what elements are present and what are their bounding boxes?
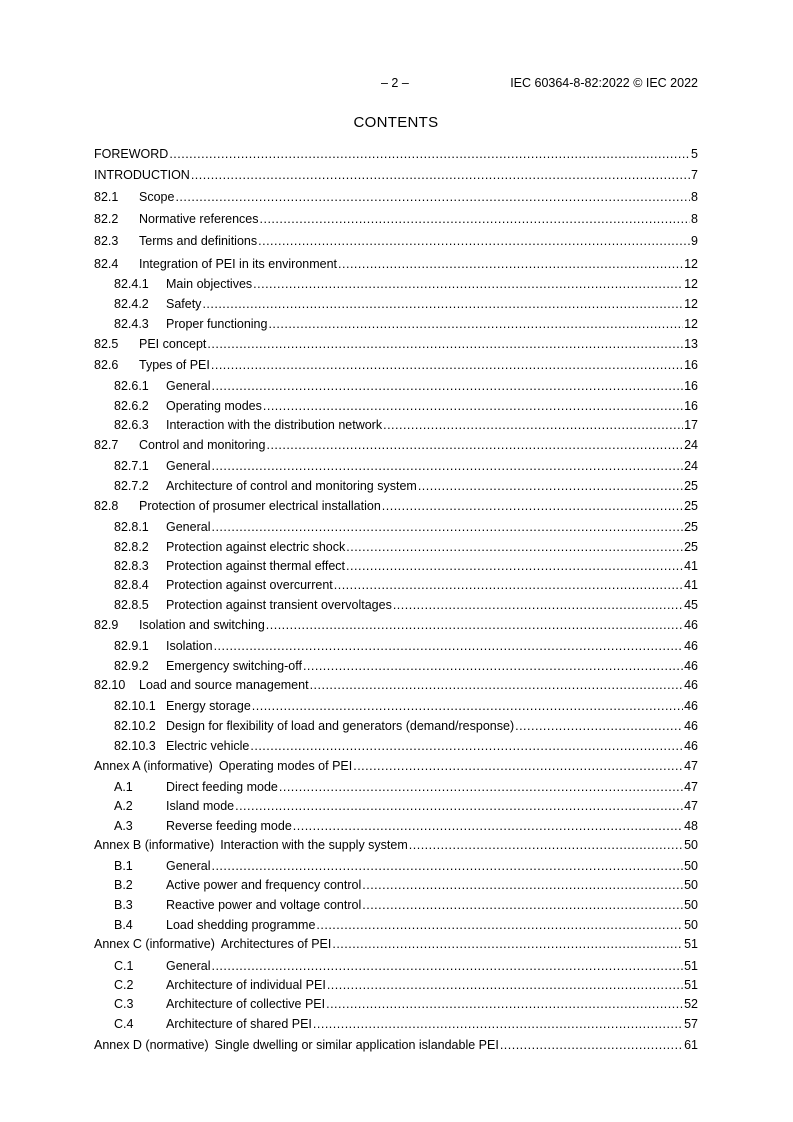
- toc-entry-number: Annex A (informative): [94, 759, 213, 773]
- dot-leader: [409, 837, 683, 853]
- toc-entry-number: 82.9.1: [114, 639, 149, 653]
- toc-entry[interactable]: [114, 378, 698, 394]
- toc-entry[interactable]: [114, 316, 698, 332]
- dot-leader: [383, 417, 683, 433]
- dot-leader: [327, 977, 683, 993]
- toc-entry[interactable]: [114, 417, 698, 433]
- toc-entry-number: 82.7.2: [114, 479, 149, 493]
- dot-leader: [253, 276, 683, 292]
- dot-leader: [313, 1016, 683, 1032]
- toc-entry-number: C.2: [114, 978, 134, 992]
- toc-entry-page: 25: [684, 540, 698, 554]
- dot-leader: [310, 677, 684, 693]
- toc-entry-number: 82.8.2: [114, 540, 149, 554]
- dot-leader: [211, 958, 683, 974]
- dot-leader: [211, 378, 683, 394]
- toc-entry-number: 82.6.2: [114, 399, 149, 413]
- toc-entry-page: 5: [691, 147, 698, 161]
- toc-entry-title: Active power and frequency control: [166, 878, 362, 892]
- dot-leader: [338, 256, 683, 272]
- dot-leader: [252, 698, 683, 714]
- toc-entry-number: 82.2: [94, 212, 119, 226]
- toc-entry-title: General: [166, 859, 211, 873]
- toc-entry-page: 46: [684, 739, 698, 753]
- dot-leader: [346, 539, 683, 555]
- page-header: [94, 76, 698, 92]
- toc-entry-title: Isolation and switching: [139, 618, 265, 632]
- dot-leader: [293, 818, 683, 834]
- toc-entry-page: 13: [684, 337, 698, 351]
- dot-leader: [207, 336, 683, 352]
- toc-entry-number: 82.4.3: [114, 317, 149, 331]
- toc-entry-title: Integration of PEI in its environment: [139, 257, 338, 271]
- toc-entry[interactable]: [94, 211, 698, 227]
- toc-entry[interactable]: [94, 437, 698, 453]
- toc-entry-page: 24: [684, 438, 698, 452]
- toc-entry-number: 82.6.1: [114, 379, 149, 393]
- toc-entry-number: 82.5: [94, 337, 119, 351]
- toc-entry-title: Load and source management: [139, 678, 309, 692]
- dot-leader: [332, 936, 683, 952]
- toc-entry-page: 51: [684, 978, 698, 992]
- toc-entry-number: C.1: [114, 959, 134, 973]
- toc-entry-title: Normative references: [139, 212, 259, 226]
- toc-entry[interactable]: [114, 597, 698, 613]
- toc-entry-page: 46: [684, 678, 698, 692]
- toc-entry-number: C.3: [114, 997, 134, 1011]
- toc-entry-page: 17: [684, 418, 698, 432]
- toc-entry-number: Annex D (normative): [94, 1038, 209, 1052]
- dot-leader: [334, 577, 683, 593]
- toc-entry-title: General: [166, 459, 211, 473]
- toc-entry-number: B.2: [114, 878, 133, 892]
- toc-entry-title: Energy storage: [166, 699, 251, 713]
- toc-entry-title: Direct feeding mode: [166, 780, 278, 794]
- dot-leader: [279, 779, 683, 795]
- contents-heading: CONTENTS: [353, 114, 439, 131]
- dot-leader: [191, 167, 690, 183]
- toc-entry-number: 82.8.5: [114, 598, 149, 612]
- toc-entry-page: 46: [684, 639, 698, 653]
- toc-entry-title: Interaction with the supply system: [220, 838, 408, 852]
- document-identifier: IEC 60364-8-82:2022 © IEC 2022: [510, 76, 698, 90]
- toc-entry-title: INTRODUCTION: [94, 168, 190, 182]
- toc-entry-number: 82.10.3: [114, 739, 156, 753]
- dot-leader: [211, 357, 683, 373]
- dot-leader: [353, 758, 683, 774]
- toc-entry-number: 82.1: [94, 190, 119, 204]
- toc-entry-page: 47: [684, 780, 698, 794]
- toc-entry-title: Emergency switching-off: [166, 659, 302, 673]
- toc-entry-number: 82.10.2: [114, 719, 156, 733]
- toc-entry-title: Protection against transient overvoltages: [166, 598, 392, 612]
- toc-entry[interactable]: [114, 1016, 698, 1032]
- toc-entry-page: 47: [684, 759, 698, 773]
- toc-entry[interactable]: [114, 638, 698, 654]
- toc-entry-number: 82.6.3: [114, 418, 149, 432]
- toc-entry-title: Scope: [139, 190, 175, 204]
- toc-entry-number: B.1: [114, 859, 133, 873]
- dot-leader: [235, 798, 683, 814]
- dot-leader: [266, 437, 683, 453]
- toc-entry[interactable]: [94, 336, 698, 352]
- toc-entry-page: 25: [684, 479, 698, 493]
- toc-entry-title: PEI concept: [139, 337, 207, 351]
- toc-entry[interactable]: [114, 718, 698, 734]
- toc-entry-title: Protection against thermal effect: [166, 559, 346, 573]
- toc-entry-page: 50: [684, 859, 698, 873]
- toc-entry-number: C.4: [114, 1017, 134, 1031]
- toc-entry-title: Control and monitoring: [139, 438, 266, 452]
- dot-leader: [418, 478, 683, 494]
- dot-leader: [214, 638, 684, 654]
- dot-leader: [260, 211, 691, 227]
- dot-leader: [500, 1037, 683, 1053]
- toc-entry-title: Protection of prosumer electrical installation: [139, 499, 381, 513]
- page-number: – 2 –: [381, 76, 409, 90]
- toc-entry-title: Architecture of collective PEI: [166, 997, 326, 1011]
- toc-entry-title: Single dwelling or similar application islandable PEI: [214, 1038, 499, 1052]
- toc-entry-page: 12: [684, 257, 698, 271]
- dot-leader: [263, 398, 683, 414]
- toc-entry-page: 25: [684, 520, 698, 534]
- toc-entry-title: General: [166, 520, 211, 534]
- toc-entry-number: 82.4.2: [114, 297, 149, 311]
- dot-leader: [393, 597, 683, 613]
- toc-entry-number: A.3: [114, 819, 133, 833]
- dot-leader: [211, 458, 683, 474]
- toc-entry-title: General: [166, 379, 211, 393]
- toc-entry-number: 82.8.1: [114, 520, 149, 534]
- toc-entry-page: 46: [684, 618, 698, 632]
- toc-entry[interactable]: [114, 958, 698, 974]
- toc-entry[interactable]: [114, 478, 698, 494]
- toc-entry-page: 47: [684, 799, 698, 813]
- toc-entry-title: Island mode: [166, 799, 235, 813]
- toc-entry[interactable]: [114, 276, 698, 292]
- dot-leader: [316, 917, 683, 933]
- toc-entry[interactable]: [114, 296, 698, 312]
- toc-entry-page: 46: [684, 719, 698, 733]
- dot-leader: [175, 189, 690, 205]
- toc-entry-page: 24: [684, 459, 698, 473]
- dot-leader: [362, 897, 683, 913]
- toc-entry[interactable]: [114, 897, 698, 913]
- toc-entry[interactable]: [94, 167, 698, 183]
- dot-leader: [266, 617, 683, 633]
- toc-entry[interactable]: [94, 1037, 698, 1053]
- toc-entry-page: 50: [684, 878, 698, 892]
- toc-entry-title: Interaction with the distribution network: [166, 418, 383, 432]
- toc-entry-number: 82.7: [94, 438, 119, 452]
- toc-entry-number: Annex B (informative): [94, 838, 215, 852]
- toc-entry[interactable]: [114, 658, 698, 674]
- toc-entry[interactable]: [114, 917, 698, 933]
- toc-entry-title: Safety: [166, 297, 202, 311]
- toc-entry-page: 61: [684, 1038, 698, 1052]
- toc-entry-title: Operating modes: [166, 399, 262, 413]
- toc-entry-number: 82.6: [94, 358, 119, 372]
- toc-entry[interactable]: [114, 877, 698, 893]
- toc-entry-page: 7: [691, 168, 698, 182]
- toc-entry-page: 50: [684, 918, 698, 932]
- toc-entry[interactable]: [114, 858, 698, 874]
- toc-entry-number: 82.8.3: [114, 559, 149, 573]
- toc-entry-title: Architectures of PEI: [220, 937, 332, 951]
- toc-entry[interactable]: [114, 698, 698, 714]
- toc-entry-page: 57: [684, 1017, 698, 1031]
- toc-entry-page: 12: [684, 317, 698, 331]
- toc-entry-page: 50: [684, 898, 698, 912]
- toc-entry-number: Annex C (informative): [94, 937, 215, 951]
- toc-entry-number: 82.8: [94, 499, 119, 513]
- toc-entry-number: 82.8.4: [114, 578, 149, 592]
- toc-entry[interactable]: [114, 398, 698, 414]
- toc-entry-title: Reactive power and voltage control: [166, 898, 362, 912]
- toc-entry-number: 82.4: [94, 257, 119, 271]
- toc-entry-page: 46: [684, 659, 698, 673]
- toc-entry[interactable]: [94, 677, 698, 693]
- toc-entry-number: A.2: [114, 799, 133, 813]
- toc-entry-page: 51: [684, 959, 698, 973]
- toc-entry[interactable]: [114, 798, 698, 814]
- toc-entry-title: Electric vehicle: [166, 739, 250, 753]
- dot-leader: [211, 519, 683, 535]
- toc-entry-title: Architecture of shared PEI: [166, 1017, 312, 1031]
- toc-entry-page: 16: [684, 379, 698, 393]
- dot-leader: [258, 233, 690, 249]
- dot-leader: [250, 738, 683, 754]
- toc-entry-page: 16: [684, 358, 698, 372]
- dot-leader: [268, 316, 683, 332]
- dot-leader: [515, 718, 683, 734]
- toc-entry-title: Protection against electric shock: [166, 540, 346, 554]
- dot-leader: [362, 877, 683, 893]
- toc-entry[interactable]: [94, 498, 698, 514]
- toc-entry[interactable]: [114, 577, 698, 593]
- dot-leader: [382, 498, 683, 514]
- toc-entry-title: Protection against overcurrent: [166, 578, 333, 592]
- toc-entry-page: 12: [684, 297, 698, 311]
- toc-entry-page: 45: [684, 598, 698, 612]
- toc-entry-number: 82.3: [94, 234, 119, 248]
- toc-entry[interactable]: [94, 758, 698, 774]
- toc-entry[interactable]: [94, 936, 698, 952]
- toc-entry-number: A.1: [114, 780, 133, 794]
- dot-leader: [211, 858, 683, 874]
- dot-leader: [326, 996, 683, 1012]
- toc-entry-page: 12: [684, 277, 698, 291]
- toc-entry[interactable]: [94, 189, 698, 205]
- toc-entry-number: 82.7.1: [114, 459, 149, 473]
- toc-entry[interactable]: [114, 996, 698, 1012]
- toc-entry[interactable]: [114, 818, 698, 834]
- dot-leader: [169, 146, 690, 162]
- toc-entry-page: 25: [684, 499, 698, 513]
- toc-entry[interactable]: [94, 146, 698, 162]
- toc-entry[interactable]: [114, 779, 698, 795]
- toc-entry-title: General: [166, 959, 211, 973]
- dot-leader: [346, 558, 683, 574]
- toc-entry[interactable]: [114, 458, 698, 474]
- toc-entry[interactable]: [94, 617, 698, 633]
- toc-entry[interactable]: [94, 357, 698, 373]
- toc-entry-page: 50: [684, 838, 698, 852]
- toc-entry-number: 82.4.1: [114, 277, 149, 291]
- toc-entry-page: 48: [684, 819, 698, 833]
- toc-entry-title: FOREWORD: [94, 147, 169, 161]
- toc-entry-title: Design for flexibility of load and generators (demand/response): [166, 719, 515, 733]
- toc-entry-page: 41: [684, 559, 698, 573]
- toc-entry-page: 8: [691, 212, 698, 226]
- toc-entry-title: Architecture of individual PEI: [166, 978, 326, 992]
- toc-entry-page: 51: [684, 937, 698, 951]
- toc-entry-page: 8: [691, 190, 698, 204]
- toc-entry-title: Terms and definitions: [139, 234, 258, 248]
- toc-entry[interactable]: [114, 558, 698, 574]
- toc-entry-title: Proper functioning: [166, 317, 268, 331]
- toc-entry-title: Reverse feeding mode: [166, 819, 292, 833]
- toc-entry-page: 9: [691, 234, 698, 248]
- toc-entry[interactable]: [94, 233, 698, 249]
- toc-entry-page: 46: [684, 699, 698, 713]
- dot-leader: [202, 296, 683, 312]
- toc-entry-number: 82.9.2: [114, 659, 149, 673]
- toc-entry-title: Types of PEI: [139, 358, 210, 372]
- dot-leader: [303, 658, 683, 674]
- toc-entry-number: 82.10.1: [114, 699, 156, 713]
- toc-entry-number: B.4: [114, 918, 133, 932]
- toc-entry[interactable]: [114, 539, 698, 555]
- toc-entry[interactable]: [114, 519, 698, 535]
- toc-entry-title: Load shedding programme: [166, 918, 316, 932]
- toc-entry-page: 41: [684, 578, 698, 592]
- toc-entry-title: Operating modes of PEI: [218, 759, 353, 773]
- toc-entry-number: 82.10: [94, 678, 126, 692]
- toc-entry[interactable]: [114, 977, 698, 993]
- toc-entry-page: 16: [684, 399, 698, 413]
- toc-entry-page: 52: [684, 997, 698, 1011]
- toc-entry-title: Architecture of control and monitoring system: [166, 479, 417, 493]
- toc-entry-title: Main objectives: [166, 277, 253, 291]
- toc-entry-number: 82.9: [94, 618, 119, 632]
- toc-entry-title: Isolation: [166, 639, 213, 653]
- toc-entry[interactable]: [94, 837, 698, 853]
- toc-entry-number: B.3: [114, 898, 133, 912]
- toc-entry[interactable]: [94, 256, 698, 272]
- toc-entry[interactable]: [114, 738, 698, 754]
